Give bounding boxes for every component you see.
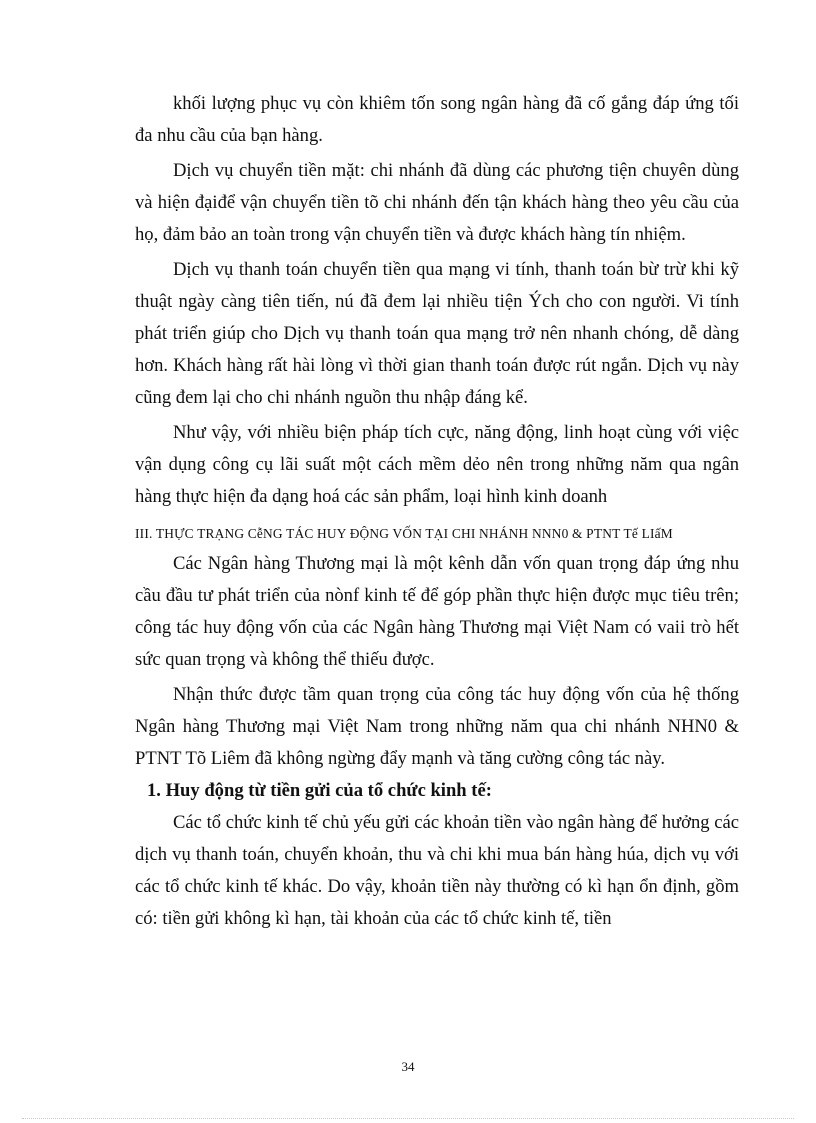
- paragraph-commercial-banks-role: Các Ngân hàng Thương mại là một kênh dẫn vốn quan trọng đáp ứng nhu cầu đầu tư phát triển của nònf kinh tế để góp phần thực hiện được mục tiêu trên; công tác huy động vốn của các Ngân hàng Thương mại Việt Nam có vaii trò hết sức quan trọng và không thể thiếu được.: [135, 553, 739, 670]
- page-body: [135, 88, 739, 935]
- paragraph-diversification: Như vậy, với nhiều biện pháp tích cực, năng động, linh hoạt cùng với việc vận dụng công cụ lãi suất một cách mềm dẻo nên trong những năm qua ngân hàng thực hiện đa dạng hoá các sản phẩm, loại hình kinh doanh: [135, 422, 739, 507]
- footer-divider: [22, 1118, 794, 1119]
- section-heading-iii: III. THỰC TRẠNG CễNG TÁC HUY ĐỘNG VỐN TẠI CHI NHÁNH NNN0 & PTNT Tế LIấM: [135, 526, 673, 541]
- paragraph-economic-org-deposits: Các tổ chức kinh tế chủ yếu gửi các khoản tiền vào ngân hàng để hưởng các dịch vụ thanh toán, chuyển khoản, thu và chi khi mua bán hàng húa, dịch vụ với các tổ chức kinh tế khác. Do vậy, khoản tiền này thường có kì hạn ổn định, gồm có: tiền gửi không kì hạn, tài khoản của các tổ chức kinh tế, tiền: [135, 812, 739, 929]
- page-number: 34: [401, 1059, 415, 1074]
- sub-heading-economic-org-deposits: 1. Huy động từ tiền gửi của tổ chức kinh tế:: [147, 780, 492, 801]
- paragraph-service-volume: khối lượng phục vụ còn khiêm tốn song ngân hàng đã cố gắng đáp ứng tối đa nhu cầu của bạn hàng.: [135, 93, 739, 146]
- paragraph-awareness: Nhận thức được tầm quan trọng của công tác huy động vốn của hệ thống Ngân hàng Thương mại Việt Nam trong những năm qua chi nhánh NHN0 & PTNT Tõ Liêm đã không ngừng đẩy mạnh và tăng cường công tác này.: [135, 684, 739, 769]
- paragraph-cash-transfer-service: Dịch vụ chuyển tiền mặt: chi nhánh đã dùng các phương tiện chuyên dùng và hiện đạiđể vận chuyển tiền tõ chi nhánh đến tận khách hàng theo yêu cầu của họ, đảm bảo an toàn trong vận chuyển tiền và được khách hàng tín nhiệm.: [135, 160, 739, 245]
- paragraph-electronic-payment-service: Dịch vụ thanh toán chuyển tiền qua mạng vi tính, thanh toán bừ trừ khi kỹ thuật ngày càng tiên tiến, nú đã đem lại nhiều tiện Ých cho con người. Vi tính phát triển giúp cho Dịch vụ thanh toán qua mạng trở nên nhanh chóng, dễ dàng hơn. Khách hàng rất hài lòng vì thời gian thanh toán được rút ngắn. Dịch vụ này cũng đem lại cho chi nhánh nguồn thu nhập đáng kể.: [135, 259, 739, 408]
